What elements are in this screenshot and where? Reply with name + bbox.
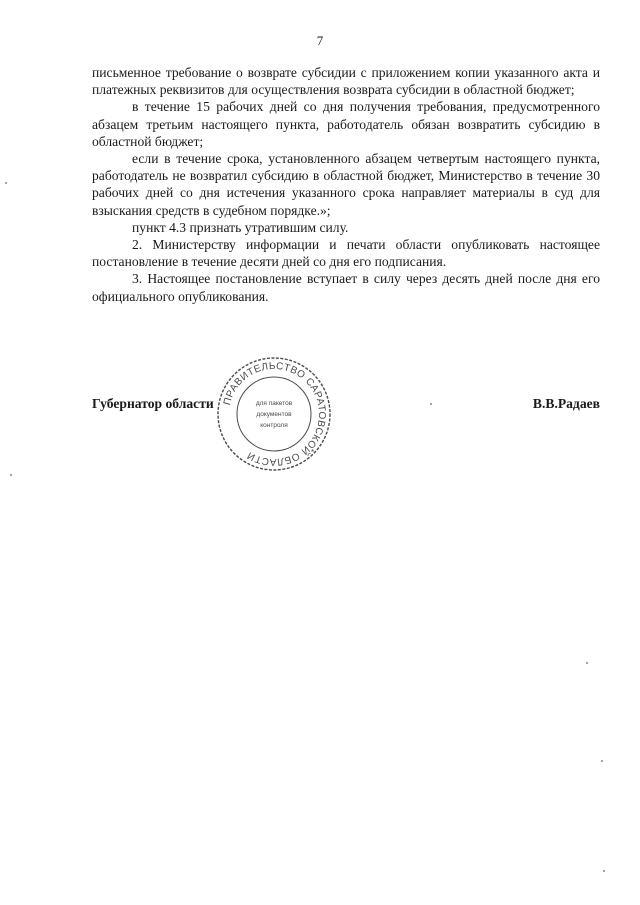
paragraph-2: в течение 15 рабочих дней со дня получения требования, предусмотренного абзацем третьим настоящего пункта, работодатель обязан возвратить субсидию в областной бюджет; bbox=[92, 99, 600, 149]
body-text bbox=[92, 64, 600, 305]
scan-speck bbox=[430, 403, 432, 405]
signatory-name: В.В.Радаев bbox=[532, 396, 600, 411]
official-seal bbox=[215, 355, 333, 473]
seal-star-icon: * bbox=[311, 448, 315, 457]
seal-inner-text-1: для пакетов bbox=[255, 400, 293, 407]
scan-speck bbox=[603, 870, 605, 872]
seal-graphic bbox=[215, 355, 333, 473]
paragraph-5: 2. Министерству информации и печати области опубликовать настоящее постановление в течение десяти дней со дня его подписания. bbox=[92, 237, 600, 270]
seal-ring-text: ПРАВИТЕЛЬСТВО САРАТОВСКОЙ ОБЛАСТИ bbox=[221, 360, 328, 468]
scan-speck bbox=[601, 760, 603, 762]
seal-inner-text-3: контроля bbox=[260, 422, 288, 429]
scan-speck bbox=[10, 474, 12, 476]
paragraph-3: если в течение срока, установленного абзацем четвертым настоящего пункта, работодатель не возвратил субсидию в областной бюджет, Министерство в течение 30 рабочих дней со дня истечения указанного срока направляет материалы в суд для взыскания средств в судебном порядке.»; bbox=[92, 151, 600, 218]
paragraph-1: письменное требование о возврате субсидии с приложением копии указанного акта и платежных реквизитов для осуществления возврата субсидии в областной бюджет; bbox=[92, 65, 600, 98]
paragraph-4: пункт 4.3 признать утратившим силу. bbox=[132, 219, 349, 235]
page-number: 7 bbox=[316, 33, 324, 48]
scan-speck bbox=[5, 182, 7, 184]
scan-speck bbox=[586, 662, 588, 664]
paragraph-6: 3. Настоящее постановление вступает в силу через десять дней после дня его официального опубликования. bbox=[92, 271, 600, 304]
seal-inner-text-2: документов bbox=[256, 411, 292, 418]
signatory-title: Губернатор области bbox=[92, 396, 214, 411]
